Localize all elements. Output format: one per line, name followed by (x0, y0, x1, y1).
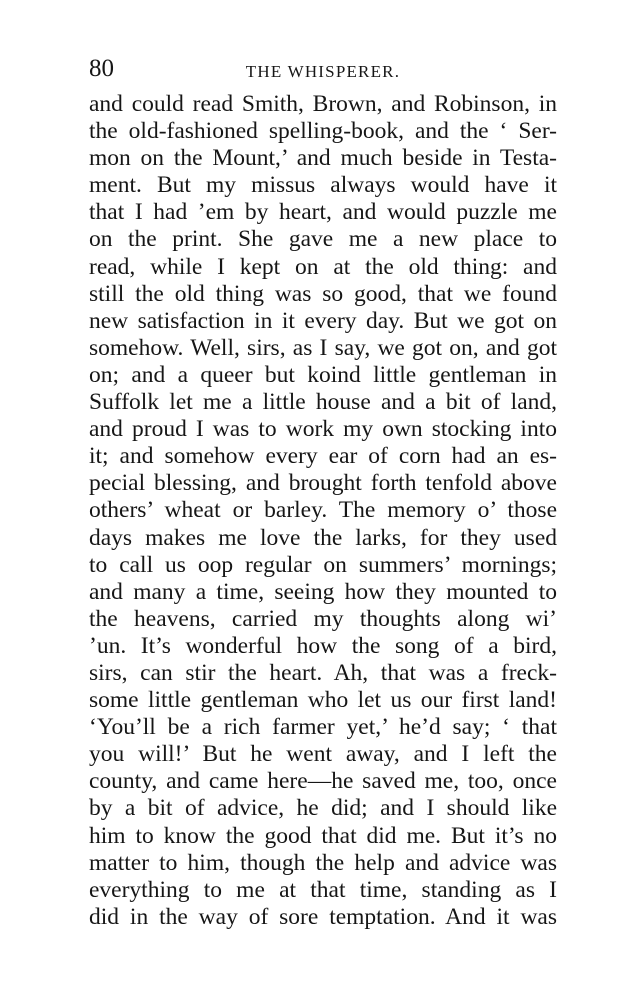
text-line: sirs, can stir the heart. Ah, that was a freck- (89, 659, 557, 686)
text-line: on the print. She gave me a new place to (89, 226, 557, 253)
text-line: the old-fashioned spelling-book, and the ‘ Ser- (89, 118, 557, 145)
text-line: somehow. Well, sirs, as I say, we got on, and got (89, 334, 557, 361)
text-line: and proud I was to work my own stocking into (89, 416, 557, 443)
text-line: by a bit of advice, he did; and I should like (89, 795, 557, 822)
text-line: ’un. It’s wonderful how the song of a bird, (89, 632, 557, 659)
text-line: to call us oop regular on summers’ mornings; (89, 551, 557, 578)
text-line: him to know the good that did me. But it’s no (89, 822, 557, 849)
text-line: others’ wheat or barley. The memory o’ those (89, 497, 557, 524)
text-line: the heavens, carried my thoughts along wi’ (89, 605, 557, 632)
text-line: read, while I kept on at the old thing: and (89, 253, 557, 280)
text-line: matter to him, though the help and advice was (89, 849, 557, 876)
text-line: did in the way of sore temptation. And it was (89, 903, 557, 930)
text-line: some little gentleman who let us our first land! (89, 687, 557, 714)
text-line: county, and came here—he saved me, too, once (89, 768, 557, 795)
text-line: it; and somehow every ear of corn had an es- (89, 443, 557, 470)
text-line: and could read Smith, Brown, and Robinson, in (89, 91, 557, 117)
text-line: ment. But my missus always would have it (89, 172, 557, 199)
text-line: on; and a queer but koind little gentleman in (89, 361, 557, 388)
text-line: pecial blessing, and brought forth tenfold above (89, 470, 557, 497)
running-title: THE WHISPERER. (245, 62, 401, 81)
text-line: everything to me at that time, standing as I (89, 876, 557, 903)
page-number: 80 (89, 55, 114, 82)
text-line: still the old thing was so good, that we found (89, 280, 557, 307)
page-header (89, 52, 557, 86)
text-line: mon on the Mount,’ and much beside in Testa- (89, 145, 557, 172)
text-line: new satisfaction in it every day. But we got on (89, 307, 557, 334)
body-text (89, 91, 557, 931)
text-line: Suffolk let me a little house and a bit of land, (89, 389, 557, 416)
text-line: ‘You’ll be a rich farmer yet,’ he’d say; ‘ that (89, 714, 557, 741)
text-line: and many a time, seeing how they mounted to (89, 578, 557, 605)
text-line: you will!’ But he went away, and I left the (89, 741, 557, 768)
text-line: that I had ’em by heart, and would puzzle me (89, 199, 557, 226)
text-line: days makes me love the larks, for they used (89, 524, 557, 551)
